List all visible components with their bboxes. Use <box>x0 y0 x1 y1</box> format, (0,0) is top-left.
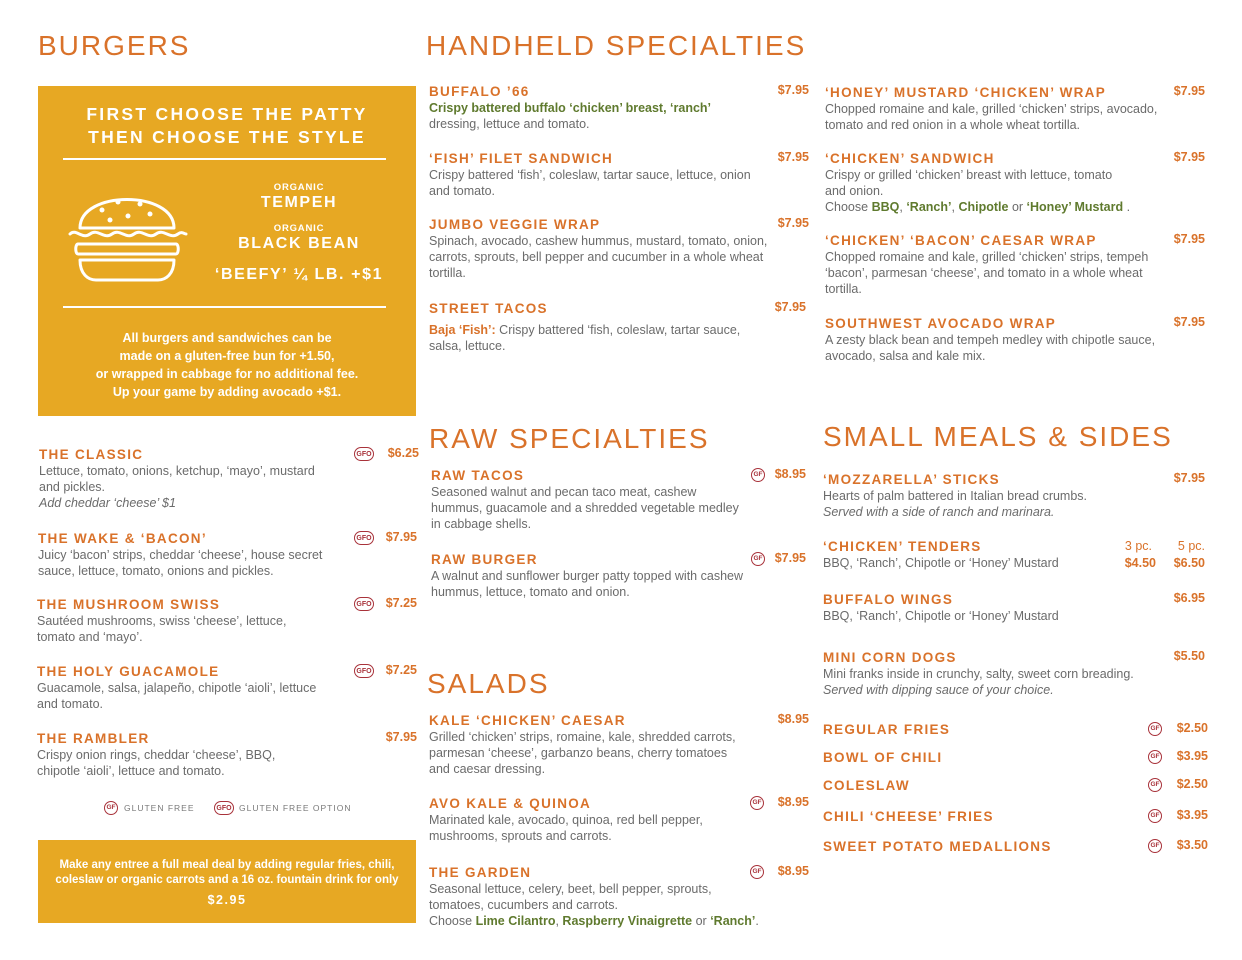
item-price: $7.95 <box>1173 232 1205 246</box>
promo-line-2: THEN CHOOSE THE STYLE <box>88 127 366 147</box>
promo-divider-top <box>63 158 386 160</box>
item-description: Guacamole, salsa, jalapeño, chipotle ‘aioli’, lettuce and tomato. <box>37 681 317 711</box>
item-note: Served with a side of ranch and marinara. <box>823 505 1055 519</box>
menu-item-kale-chicken-caesar <box>429 712 809 777</box>
item-name: KALE ‘CHICKEN’ CAESAR <box>429 713 626 728</box>
item-name: MINI CORN DOGS <box>823 650 957 665</box>
menu-item-wake-and-bacon <box>38 530 417 579</box>
burgers-title: BURGERS <box>38 30 191 61</box>
dressing-option: Raspberry Vinaigrette <box>562 914 693 928</box>
item-name: ‘CHICKEN’ SANDWICH <box>825 151 995 166</box>
item-name: SOUTHWEST AVOCADO WRAP <box>825 316 1057 331</box>
menu-item-mushroom-swiss <box>37 596 417 645</box>
sauce-choice-line <box>825 199 1205 215</box>
item-price: $7.95 <box>385 530 417 544</box>
item-name: JUMBO VEGGIE WRAP <box>429 217 601 232</box>
item-name: THE CLASSIC <box>39 447 144 462</box>
item-price: $7.95 <box>777 216 809 230</box>
three-piece-price: $4.50 <box>1124 556 1156 570</box>
item-description: BBQ, ‘Ranch’, Chipotle or ‘Honey’ Mustard <box>823 609 1059 623</box>
side-regular-fries <box>823 721 1208 738</box>
item-description: Sautéed mushrooms, swiss ‘cheese’, lettuce, tomato and ‘mayo’. <box>37 614 287 644</box>
menu-item-southwest-avocado-wrap <box>825 315 1205 364</box>
gluten-free-option-badge: GFO <box>354 597 374 611</box>
item-price: $7.25 <box>385 663 417 677</box>
item-description-wrap <box>429 322 749 354</box>
item-description: Lettuce, tomato, onions, ketchup, ‘mayo’, mustard and pickles. <box>39 464 315 494</box>
item-description-highlight: Baja ‘Fish’: <box>429 323 496 337</box>
patty-promo-box <box>38 86 416 416</box>
dressing-choice-line <box>429 913 809 929</box>
item-price: $7.95 <box>774 300 806 314</box>
gluten-free-badge: GF <box>1148 839 1162 853</box>
separator: , <box>899 200 903 214</box>
period: . <box>755 914 759 928</box>
item-note: Served with dipping sauce of your choice. <box>823 683 1054 697</box>
item-price: $3.50 <box>1176 838 1208 852</box>
item-name: THE MUSHROOM SWISS <box>37 597 221 612</box>
item-description: Crispy battered ‘fish’, coleslaw, tartar sauce, lettuce, onion and tomato. <box>429 168 751 198</box>
item-note: Add cheddar ‘cheese’ $1 <box>39 496 176 510</box>
menu-item-chicken-tenders <box>823 538 1205 571</box>
gluten-free-option-badge: GFO <box>354 664 374 678</box>
promo-divider-bottom <box>63 306 386 308</box>
sauce-option: BBQ <box>871 200 900 214</box>
menu-item-avo-kale-quinoa <box>429 795 809 844</box>
patty-organic-label-2: ORGANIC <box>273 223 325 234</box>
item-description: A zesty black bean and tempeh medley with chipotle sauce, avocado, salsa and kale mix. <box>825 333 1156 363</box>
burger-icon <box>66 182 190 286</box>
menu-item-street-tacos <box>429 300 806 354</box>
patty-tempeh: TEMPEH <box>260 194 338 211</box>
side-coleslaw <box>823 777 1208 794</box>
menu-item-honey-mustard-chicken-wrap <box>825 84 1205 133</box>
or-label: or <box>1011 200 1024 214</box>
item-description: A walnut and sunflower burger patty topped with cashew hummus, lettuce, tomato and onion. <box>431 569 743 599</box>
salads-title: SALADS <box>427 668 550 699</box>
side-chili-cheese-fries <box>823 808 1208 825</box>
menu-item-holy-guacamole <box>37 663 417 712</box>
separator: , <box>555 914 559 928</box>
item-price: $3.95 <box>1176 808 1208 822</box>
promo-fine-1: All burgers and sandwiches can be <box>122 331 332 345</box>
gluten-free-option-badge: GFO <box>354 531 374 545</box>
item-price: $7.95 <box>1173 471 1205 485</box>
badge-legend <box>104 801 364 817</box>
item-price: $7.95 <box>385 730 417 744</box>
side-sweet-potato-medallions <box>823 838 1208 855</box>
five-piece-price: $6.50 <box>1173 556 1205 570</box>
dressing-option: ‘Ranch’ <box>710 914 756 928</box>
item-name: THE GARDEN <box>429 865 532 880</box>
item-name: RAW TACOS <box>431 468 525 483</box>
gluten-free-option-legend-label: GLUTEN FREE OPTION <box>239 803 352 813</box>
deal-line-2: coleslaw or organic carrots and a 16 oz. fountain drink for only <box>55 874 399 886</box>
item-name: BUFFALO WINGS <box>823 592 954 607</box>
promo-fine-2: made on a gluten-free bun for +1.50, <box>119 349 335 363</box>
deal-line-1: Make any entree a full meal deal by adding regular fries, chili, <box>59 859 395 871</box>
item-description: dressing, lettuce and tomato. <box>429 117 590 131</box>
item-price: $7.25 <box>385 596 417 610</box>
menu-item-the-classic <box>39 446 419 511</box>
menu-item-mozzarella-sticks <box>823 471 1205 520</box>
item-description: Spinach, avocado, cashew hummus, mustard, tomato, onion, carrots, sprouts, bell pepper and cucumber in a whole wheat tortilla. <box>429 234 768 280</box>
item-price: $8.95 <box>777 795 809 809</box>
promo-fine-3: or wrapped in cabbage for no additional fee. <box>95 367 359 381</box>
item-name: THE WAKE & ‘BACON’ <box>38 531 207 546</box>
patty-organic-label-1: ORGANIC <box>273 182 325 193</box>
item-name: AVO KALE & QUINOA <box>429 796 592 811</box>
item-name: RAW BURGER <box>431 552 538 567</box>
gluten-free-legend-icon: GF <box>104 801 118 815</box>
gluten-free-option-badge: GFO <box>354 447 374 461</box>
gluten-free-badge: GF <box>750 865 764 879</box>
item-description: Marinated kale, avocado, quinoa, red bell pepper, mushrooms, sprouts and carrots. <box>429 813 703 843</box>
item-name: REGULAR FRIES <box>823 722 951 737</box>
menu-item-fish-filet-sandwich <box>429 150 809 199</box>
item-name: ‘FISH’ FILET SANDWICH <box>429 151 614 166</box>
item-price: $2.50 <box>1176 777 1208 791</box>
menu-item-the-garden <box>429 864 809 929</box>
choose-label: Choose <box>825 200 869 214</box>
item-name: THE RAMBLER <box>37 731 150 746</box>
sauce-option: Chipotle <box>958 200 1009 214</box>
menu-item-buffalo-66 <box>429 83 809 132</box>
patty-black-bean: BLACK BEAN <box>238 235 360 252</box>
item-price: $8.95 <box>777 712 809 726</box>
side-bowl-of-chili <box>823 749 1208 766</box>
promo-line-1: FIRST CHOOSE THE PATTY <box>86 104 368 124</box>
item-name: BOWL OF CHILI <box>823 750 943 765</box>
gluten-free-badge: GF <box>751 552 765 566</box>
item-name: ‘CHICKEN’ ‘BACON’ CAESAR WRAP <box>825 233 1097 248</box>
item-price: $8.95 <box>774 467 806 481</box>
item-name: ‘MOZZARELLA’ STICKS <box>823 472 1000 487</box>
menu-item-jumbo-veggie-wrap <box>429 216 809 281</box>
separator: , <box>951 200 955 214</box>
patty-beefy: ‘BEEFY’ ¼ LB. +$1 <box>214 266 384 283</box>
menu-item-chicken-bacon-caesar-wrap <box>825 232 1205 297</box>
gluten-free-badge: GF <box>1148 722 1162 736</box>
item-description: Grilled ‘chicken’ strips, romaine, kale, shredded carrots, parmesan ‘cheese’, garbanzo beans, cherry tomatoes and caesar dressing. <box>429 730 736 776</box>
item-description: Hearts of palm battered in Italian bread crumbs. <box>823 489 1088 503</box>
choose-label: Choose <box>429 914 473 928</box>
item-name: ‘HONEY’ MUSTARD ‘CHICKEN’ WRAP <box>825 85 1107 100</box>
item-name: SWEET POTATO MEDALLIONS <box>823 839 1052 854</box>
sauce-option: ‘Ranch’ <box>906 200 952 214</box>
promo-fine-4: Up your game by adding avocado +$1. <box>112 385 342 399</box>
item-name: CHILI ‘CHEESE’ FRIES <box>823 809 994 824</box>
item-price: $3.95 <box>1176 749 1208 763</box>
item-price: $2.50 <box>1176 721 1208 735</box>
period: . <box>1126 200 1131 214</box>
menu-item-buffalo-wings <box>823 591 1205 624</box>
item-name: BUFFALO ’66 <box>429 84 530 99</box>
menu-item-raw-tacos <box>431 467 806 532</box>
three-piece-label: 3 pc. <box>1124 539 1152 553</box>
dressing-option: Lime Cilantro <box>475 914 556 928</box>
sauce-option: ‘Honey’ Mustard <box>1026 200 1124 214</box>
item-description: BBQ, ‘Ranch’, Chipotle or ‘Honey’ Mustard <box>823 556 1059 570</box>
item-price: $5.50 <box>1173 649 1205 663</box>
item-name: THE HOLY GUACAMOLE <box>37 664 220 679</box>
item-price: $7.95 <box>1173 84 1205 98</box>
gluten-free-badge: GF <box>750 796 764 810</box>
gluten-free-badge: GF <box>1148 809 1162 823</box>
item-price: $6.95 <box>1173 591 1205 605</box>
item-description: Seasoned walnut and pecan taco meat, cashew hummus, guacamole and a shredded vegetable medley in cabbage shells. <box>431 485 739 531</box>
item-price: $7.95 <box>1173 150 1205 164</box>
item-description: Crispy onion rings, cheddar ‘cheese’, BBQ, chipotle ‘aioli’, lettuce and tomato. <box>37 748 276 778</box>
gluten-free-badge: GF <box>1148 750 1162 764</box>
gluten-free-badge: GF <box>1148 778 1162 792</box>
item-description: Juicy ‘bacon’ strips, cheddar ‘cheese’, house secret sauce, lettuce, tomato, onions and pickles. <box>38 548 323 578</box>
item-price: $7.95 <box>1173 315 1205 329</box>
item-description: Crispy battered ‘fish, coleslaw, tartar sauce, salsa, lettuce. <box>429 323 741 353</box>
item-description: Mini franks inside in crunchy, salty, sweet corn breading. <box>823 667 1134 681</box>
five-piece-label: 5 pc. <box>1177 539 1205 553</box>
item-name: STREET TACOS <box>429 301 548 316</box>
gluten-free-badge: GF <box>751 468 765 482</box>
item-price: $7.95 <box>774 551 806 565</box>
meal-deal-box <box>38 840 416 923</box>
menu-item-the-rambler <box>37 730 417 779</box>
item-description: Chopped romaine and kale, grilled ‘chicken’ strips, avocado, tomato and red onion in a whole wheat tortilla. <box>825 102 1158 132</box>
small-meals-title: SMALL MEALS & SIDES <box>823 421 1173 452</box>
item-price: $8.95 <box>777 864 809 878</box>
item-name: COLESLAW <box>823 778 910 793</box>
raw-specialties-title: RAW SPECIALTIES <box>429 423 710 454</box>
handheld-title: HANDHELD SPECIALTIES <box>426 30 807 61</box>
gluten-free-option-legend-icon: GFO <box>214 801 234 815</box>
item-description: Chopped romaine and kale, grilled ‘chicken’ strips, tempeh ‘bacon’, parmesan ‘cheese’, and tomato in a whole wheat tortilla. <box>825 250 1149 296</box>
item-price: $7.95 <box>777 150 809 164</box>
menu-item-mini-corn-dogs <box>823 649 1205 698</box>
item-price: $6.25 <box>387 446 419 460</box>
or-label: or <box>695 914 707 928</box>
gluten-free-legend-label: GLUTEN FREE <box>124 803 195 813</box>
item-name: ‘CHICKEN’ TENDERS <box>823 539 982 554</box>
menu-item-chicken-sandwich <box>825 150 1205 215</box>
item-description: Crispy or grilled ‘chicken’ breast with lettuce, tomato and onion. <box>825 168 1113 198</box>
deal-price: $2.95 <box>207 893 247 907</box>
item-description: Seasonal lettuce, celery, beet, bell pepper, sprouts, tomatoes, cucumbers and carrots. <box>429 882 712 912</box>
item-price: $7.95 <box>777 83 809 97</box>
item-description-highlight: Crispy battered buffalo ‘chicken’ breast, ‘ranch’ <box>429 101 712 115</box>
menu-item-raw-burger <box>431 551 806 600</box>
